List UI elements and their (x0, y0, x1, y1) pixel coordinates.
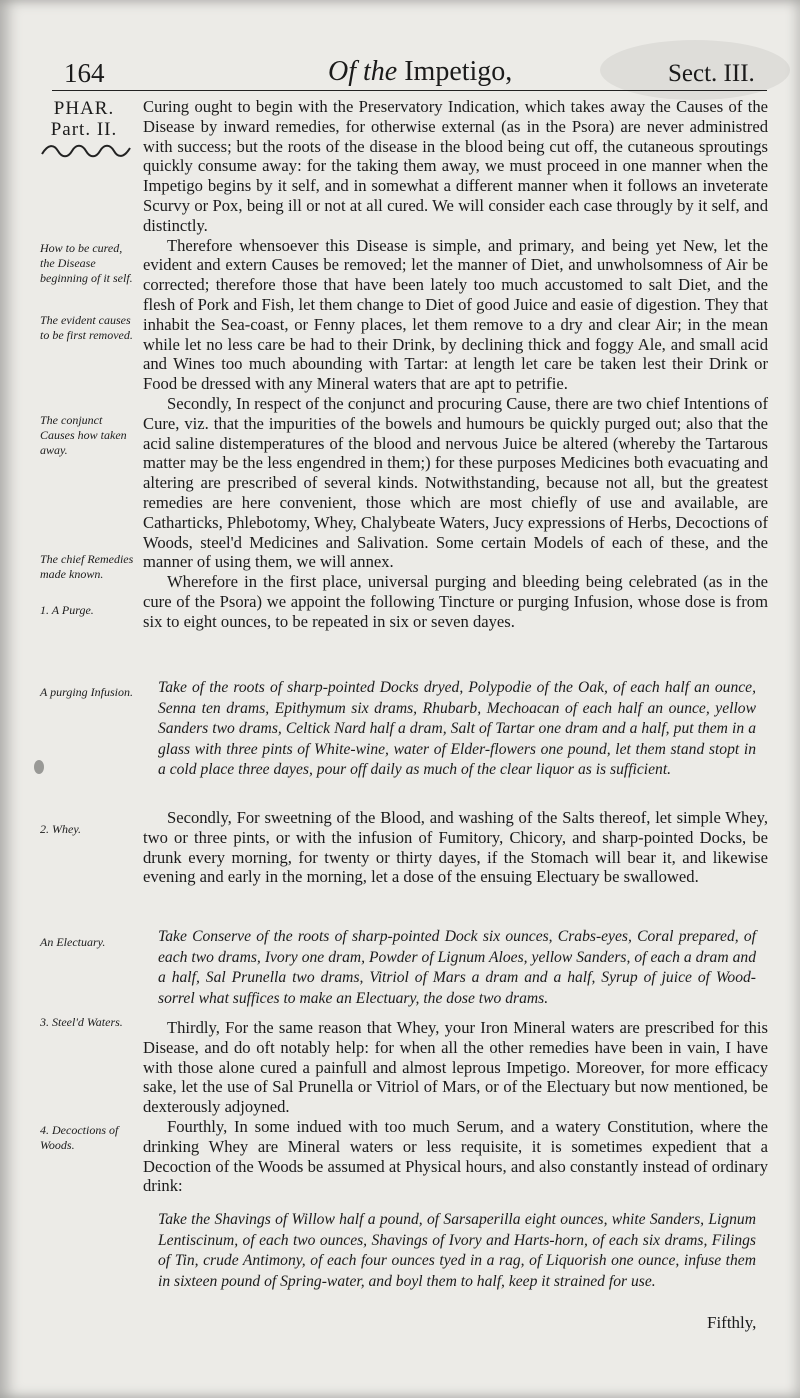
running-header (0, 52, 800, 92)
margin-note: 2. Whey. (40, 822, 81, 836)
paragraph-steeld-waters: Thirdly, For the same reason that Whey, your Iron Mineral waters are prescribed for this Disease, and do oft notably help: for when all the other remedies have been in vain, I have with those alone cured a painfull and almost leprous Impetigo. Moreover, for more efficacy sake, let the use of Sal Prunella or Vitriol of Mars, or of the Electuary but now mentioned, be dexterously adjoyned. (143, 1018, 768, 1117)
recipe-electuary: Take Conserve of the roots of sharp-pointed Dock six ounces, Crabs-eyes, Coral prepared, of each two drams, Ivory one dram, Powder of Lignum Aloes, yellow Sanders, of each a dram and a half, Sal Prunella two drams, Vitriol of Mars a dram and a half, Syrup of juice of Wood-sorrel what suffices to make an Electuary, the dose two drams. (158, 928, 756, 1007)
margin-note: 1. A Purge. (40, 603, 94, 617)
margin-note: The evident causes to be first removed. (40, 313, 133, 342)
margin-note: The chief Remedies made known. (40, 552, 134, 581)
header-rule (52, 90, 767, 91)
section-label: Sect. III. (668, 60, 755, 87)
paragraph-preservatory: Curing ought to begin with the Preservatory Indication, which takes away the Causes of the Disease by inward remedies, for otherwise external (as in the Psora) are never administred with success; but the roots of the disease in the blood being cut off, the cutaneous sproutings quickly consume away: for the taking them away, we must proceed in one manner when the Impetigo begins by it self, and in somewhat a different manner when it follows an inveterate Scurvy or Pox, being ill or not at all cured. We will consider each case througly by it self, and distinctly. (143, 97, 768, 235)
running-title-roman: Impetigo, (397, 56, 513, 87)
part-label (40, 98, 128, 140)
body-block-2 (143, 1018, 768, 1196)
paragraph-conjunct-causes: Secondly, In respect of the conjunct and procuring Cause, there are two chief Intentions of Cure, viz. that the impurities of the bowels and humours be quickly purged out; also that the acid saline distemperatures of the blood and nervous Juice be altered (whereby the Tartarous matter may be the less engendred in them;) for these purposes Medicines both evacuating and altering are prescribed of several kinds. Notwithstanding, because not all, but the greatest remedies are here convenient, those which are most chiefly of use and available, are Catharticks, Phlebotomy, Whey, Chalybeate Waters, Jucy expressions of Herbs, Decoctions of Woods, steel'd Medicines and Salivation. Some certain Models of each of these, and the manner of using them, we will annex. (143, 393, 768, 572)
page-number: 164 (64, 58, 105, 88)
recipe-purging-infusion: Take of the roots of sharp-pointed Docks dryed, Polypodie of the Oak, of each half an ounce, Senna ten drams, Epithymum six drams, Rhubarb, Mechoacan of each half an ounce, yellow Sanders two drams, Celtick Nard half a dram, Salt of Tartar one dram and a half, put them in a glass with three pints of White-wine, water of Elder-flowers one pound, let them stand stopt in a cold place three dayes, pour off daily as much of the clear liquor as is sufficient. (158, 679, 756, 778)
part-label-line1: PHAR. (53, 98, 115, 119)
running-title (328, 56, 512, 88)
paragraph-whey-text: Secondly, For sweetning of the Blood, and washing of the Salts thereof, let simple Whey, two or three pints, or with the infusion of Fumitory, Chicory, and sharp-pointed Docks, be drunk every morning, for twenty or thirty dayes, if the Stomach will bear it, and likewise evening and early in the morning, let a dose of the ensuing Electuary be swallowed. (143, 808, 768, 887)
paragraph-whey (143, 808, 768, 887)
catchword: Fifthly, (707, 1313, 757, 1332)
margin-note: A purging Infusion. (40, 685, 134, 699)
margin-note: 3. Steel'd Waters. (40, 1015, 123, 1029)
margin-note: The conjunct Causes how taken away. (40, 413, 127, 457)
paper-stain (34, 760, 44, 774)
margin-note: 4. Decoctions of Woods. (40, 1123, 119, 1152)
running-title-italic: Of the (328, 56, 398, 87)
part-label-line2: Part. II. (50, 119, 118, 140)
margin-note: An Electuary. (40, 935, 106, 949)
flourish-ornament (38, 142, 134, 160)
body-block-1 (143, 97, 768, 632)
paragraph-evident-causes: Therefore whensoever this Disease is simple, and primary, and being yet New, let the evident and extern Causes be removed; let the manner of Diet, and unwholsomness of Air be corrected; therefore those that have been lately too much accustomed to salt Diet, and the flesh of Pork and Fish, let them change to Diet of good Juice and easie of digestion. They that inhabit the Sea-coast, or Fenny places, let them remove to a dry and clear Air; in the mean while let no less care be had to their Drink, by declining thick and foggy Ale, and small acid and Wines too much abounding with Tartar: at length let care be taken lest their Drink or Food be dressed with any Mineral waters that are apt to petrifie. (143, 235, 768, 394)
paragraph-decoctions: Fourthly, In some indued with too much Serum, and a watery Constitution, where the drinking Whey are Mineral waters or less requisite, it is sometimes expedient that a Decoction of the Woods be assumed at Physical hours, and also constantly instead of ordinary drink: (143, 1116, 768, 1196)
recipe-decoction-of-woods: Take the Shavings of Willow half a pound, of Sarsaperilla eight ounces, white Sanders, Lignum Lentiscinum, of each two ounces, Shavings of Ivory and Harts-horn, of each six drams, Filings of Tin, crude Antimony, of each four ounces tyed in a rag, of Liquorish one ounce, infuse them in sixteen pound of Spring-water, and boyl them to half, keep it strained for use. (158, 1211, 756, 1290)
margin-note: How to be cured, the Disease beginning of it self. (40, 241, 133, 285)
paragraph-purge: Wherefore in the first place, universal purging and bleeding being celebrated (as in the cure of the Psora) we appoint the following Tincture or purging Infusion, whose dose is from six to eight ounces, to be repeated in six or seven dayes. (143, 572, 768, 631)
